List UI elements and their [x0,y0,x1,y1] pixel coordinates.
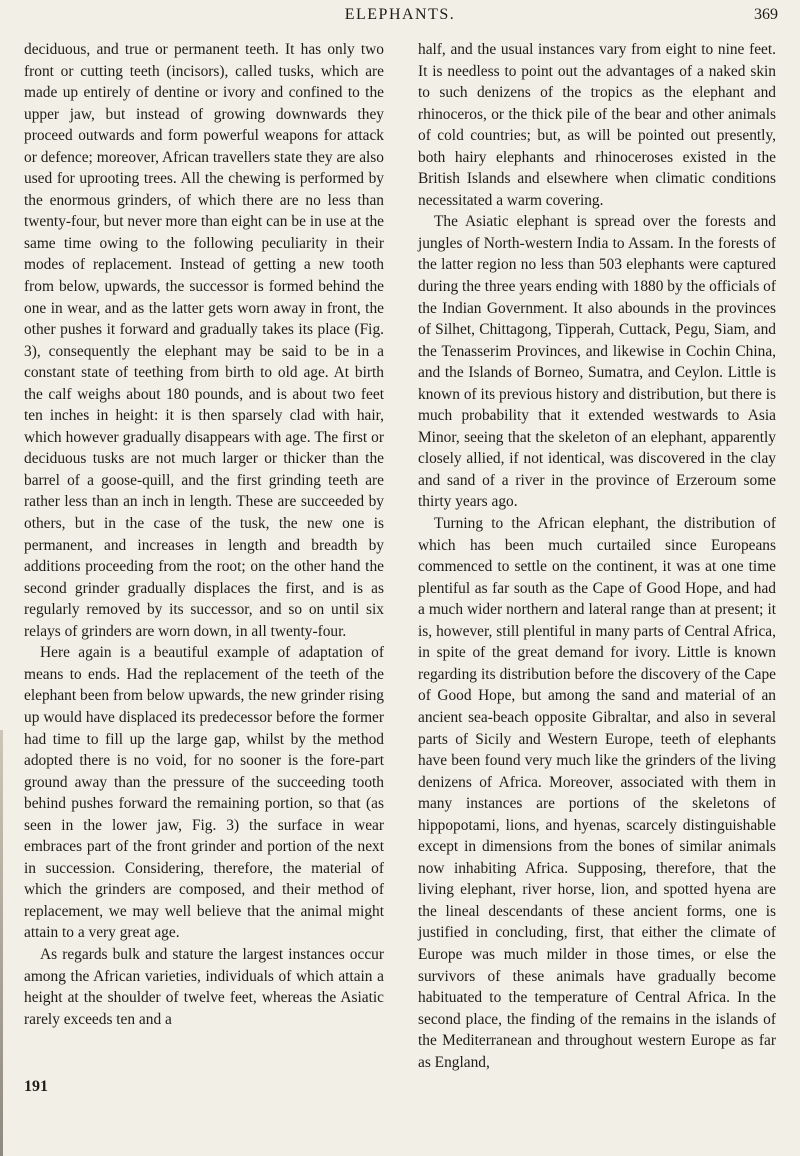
paragraph: As regards bulk and stature the largest instances occur among the African varieties, individuals of which attain a height at the shoulder of twelve feet, whereas the Asiatic rarely exceeds ten and a [24,945,384,1028]
page-number: 369 [754,6,778,23]
right-column [418,39,776,1073]
paragraph: Turning to the African elephant, the distribution of which has been much curtailed since Europeans commenced to settle on the continent, it was at one time plentiful as far south as the Cape of Good Hope, and had a much wider northern and lateral range than at present; it is, however, still plentiful in many parts of Central Africa, in spite of the great demand for ivory. Little is known regarding its distribution before the discovery of the Cape of Good Hope, but among the sand and material of an ancient sea-beach opposite Gibraltar, and also in several parts of Sicily and Western Europe, teeth of elephants have been found very much like the grinders of the living denizens of Africa. Moreover, associated with them in many instances are portions of the skeletons of hippopotami, lions, and hyenas, scarcely distinguishable except in dimensions from the bones of similar animals now inhabiting Africa. Supposing, therefore, that the living elephant, river horse, lion, and spotted hyena are the lineal descendants of these ancient forms, one is justified in concluding, first, that either the climate of Europe was much milder in those times, or else the survivors of these animals have gradually become habituated to the temperature of Central Africa. In the second place, the finding of the remains in the islands of the Mediterranean and throughout western Europe as far as England, [418,515,776,1071]
paragraph: deciduous, and true or permanent teeth. It has only two front or cutting teeth (incisors), called tusks, which are made up entirely of dentine or ivory and confined to the upper jaw, but instead of growing downwards they proceed outwards and form powerful weapons for attack or defence; moreover, African travellers state they are also used for uprooting trees. All the chewing is performed by the enormous grinders, of which there are no less than twenty-four, but never more than eight can be in use at the same time owing to the following peculiarity in their modes of replacement. Instead of getting a new tooth from below, upwards, the successor is formed behind the one in wear, and as the latter gets worn away in front, the other pushes it forward and gradually takes its place (Fig. 3), consequently the elephant may be said to be in a constant state of teething from birth to old age. At birth the calf weighs about 180 pounds, and is about two feet ten inches in height: it is then sparsely clad with hair, which however gradually disappears with age. The first or deciduous tusks are not much larger or thicker than the barrel of a goose-quill, and the first grinding teeth are rather less than an inch in length. These are succeeded by others, but in the case of the tusk, the new one is permanent, and increases in length and breadth by additions proceeding from the root; on the other hand the second grinder gradually displaces the first, and is as regularly removed by its successor, and so on until six relays of grinders are worn down, in all twenty-four. [24,41,384,640]
paragraph: Here again is a beautiful example of adaptation of means to ends. Had the replacement of the teeth of the elephant been from below upwards, the new grinder rising up would have displaced its predecessor before the former had time to fill up the large gap, whilst by the method adopted there is no void, for no sooner is the fore-part ground away than the pressure of the succeeding tooth behind pushes forward the remaining portion, so that (as seen in the lower jaw, Fig. 3) the surface in wear embraces part of the front grinder and portion of the next in succession. Considering, therefore, the material of which the grinders are composed, and their method of replacement, we may well believe that the animal might attain to a very great age. [24,644,384,942]
left-column [24,39,384,1030]
paragraph: half, and the usual instances vary from eight to nine feet. It is needless to point out the advantages of a naked skin to such denizens of the tropics as the elephant and rhinoceros, or the thick pile of the bear and other animals of cold countries; but, as will be pointed out presently, both hairy elephants and rhinoceroses existed in the British Islands and elsewhere when climatic conditions necessitated a warm covering. [418,41,776,209]
paragraph: The Asiatic elephant is spread over the forests and jungles of North-western India to Assam. In the forests of the latter region no less than 503 elephants were captured during the three years ending with 1880 by the officials of the Indian Government. It also abounds in the provinces of Silhet, Chittagong, Tipperah, Cuttack, Pegu, Siam, and the Tenasserim Provinces, and likewise in Cochin China, and the Islands of Borneo, Sumatra, and Ceylon. Little is known of its previous history and distribution, but there is much probability that it extended westwards to Asia Minor, seeing that the skeleton of an elephant, apparently closely allied, if not identical, was discovered in the clay and sand of a river in the province of Erzeroum some thirty years ago. [418,213,776,511]
signature-mark: 191 [24,1078,48,1095]
running-title: ELEPHANTS. [344,6,456,23]
page-edge-shadow [0,730,3,1156]
running-head [0,4,800,28]
